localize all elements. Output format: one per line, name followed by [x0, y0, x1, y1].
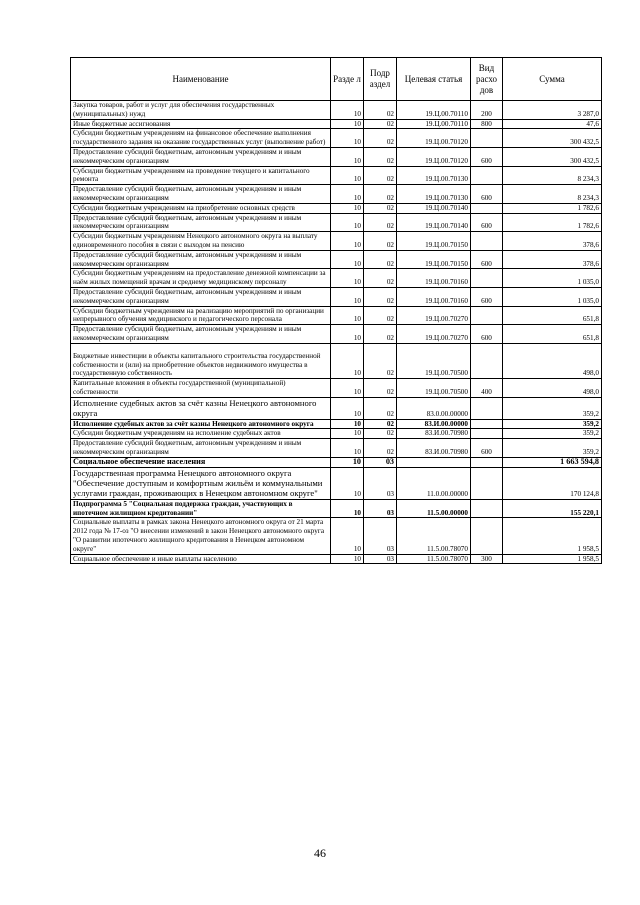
- cell-razdel: 10: [331, 306, 364, 325]
- cell-summa: 1 663 594,8: [503, 457, 602, 467]
- table-row: [71, 203, 602, 213]
- cell-name: Социальное обеспечение населения: [71, 457, 331, 467]
- table-row: [71, 499, 602, 518]
- cell-summa: 1 782,6: [503, 203, 602, 213]
- cell-podrazdel: 02: [364, 101, 397, 120]
- table-row: [71, 269, 602, 288]
- cell-podrazdel: 03: [364, 554, 397, 564]
- cell-tselevaya: 11.5.00.78070: [397, 554, 471, 564]
- cell-summa: 8 234,3: [503, 185, 602, 204]
- table-row: [71, 379, 602, 398]
- cell-name: Социальные выплаты в рамках закона Ненецкого автономного округа от 21 марта 2012 года № 17-оз "О внесении изменений в закон Ненецкого автономного округа "О развитии ипотечного жилищного кредитования в Ненецком автономном округе": [71, 518, 331, 554]
- document-page: [70, 57, 601, 564]
- cell-name: Предоставление субсидий бюджетным, автономным учреждениям и иным некоммерческим организациям: [71, 325, 331, 344]
- cell-name: Субсидии бюджетным учреждениям на реализацию мероприятий по организации непрерывного обучения медицинского и педагогического персонала: [71, 306, 331, 325]
- cell-vid: 200: [471, 101, 503, 120]
- cell-summa: 1 958,5: [503, 554, 602, 564]
- cell-name: Субсидии бюджетным учреждениям на проведение текущего и капитального ремонта: [71, 166, 331, 185]
- cell-podrazdel: 02: [364, 147, 397, 166]
- cell-tselevaya: 19.Ц.00.70130: [397, 185, 471, 204]
- cell-razdel: 10: [331, 269, 364, 288]
- cell-tselevaya: 19.Ц.00.70110: [397, 101, 471, 120]
- cell-tselevaya: 19.Ц.00.70270: [397, 325, 471, 344]
- table-row: [71, 287, 602, 306]
- table-row: [71, 343, 602, 378]
- cell-vid: [471, 518, 503, 554]
- cell-vid: 600: [471, 287, 503, 306]
- cell-razdel: 10: [331, 119, 364, 129]
- cell-podrazdel: 02: [364, 343, 397, 378]
- cell-tselevaya: 19.Ц.00.70500: [397, 379, 471, 398]
- cell-razdel: 10: [331, 325, 364, 344]
- cell-razdel: 10: [331, 419, 364, 429]
- table-row: [71, 397, 602, 419]
- cell-podrazdel: 02: [364, 232, 397, 251]
- cell-name: Подпрограмма 5 "Социальная поддержка граждан, участвующих в ипотечном жилищном кредитовании": [71, 499, 331, 518]
- table-row: [71, 185, 602, 204]
- cell-summa: 378,6: [503, 232, 602, 251]
- cell-razdel: 10: [331, 250, 364, 269]
- cell-summa: 359,2: [503, 397, 602, 419]
- cell-podrazdel: 02: [364, 166, 397, 185]
- cell-name: Субсидии бюджетным учреждениям Ненецкого автономного округа на выплату единовременного пособия в связи с выходом на пенсию: [71, 232, 331, 251]
- cell-summa: 300 432,5: [503, 129, 602, 148]
- table-header-row: [71, 58, 602, 101]
- cell-podrazdel: 02: [364, 287, 397, 306]
- table-row: [71, 325, 602, 344]
- cell-name: Исполнение судебных актов за счёт казны Ненецкого автономного округа: [71, 397, 331, 419]
- cell-vid: [471, 129, 503, 148]
- cell-razdel: 10: [331, 467, 364, 499]
- table-row: [71, 166, 602, 185]
- header-tselevaya: Целевая статья: [397, 58, 471, 101]
- cell-summa: 8 234,3: [503, 166, 602, 185]
- cell-razdel: 10: [331, 213, 364, 232]
- cell-summa: 1 035,0: [503, 269, 602, 288]
- cell-tselevaya: 19.Ц.00.70110: [397, 119, 471, 129]
- cell-tselevaya: 19.Ц.00.70140: [397, 213, 471, 232]
- cell-name: Капитальные вложения в объекты государственной (муниципальной) собственности: [71, 379, 331, 398]
- cell-razdel: 10: [331, 203, 364, 213]
- cell-vid: 600: [471, 325, 503, 344]
- cell-summa: 47,6: [503, 119, 602, 129]
- cell-razdel: 10: [331, 457, 364, 467]
- cell-name: Иные бюджетные ассигнования: [71, 119, 331, 129]
- header-podrazdel: Подр аздел: [364, 58, 397, 101]
- cell-summa: 1 958,5: [503, 518, 602, 554]
- cell-tselevaya: 83.И.00.70980: [397, 439, 471, 458]
- cell-tselevaya: 19.Ц.00.70120: [397, 129, 471, 148]
- cell-vid: [471, 306, 503, 325]
- table-row: [71, 419, 602, 429]
- cell-vid: 600: [471, 213, 503, 232]
- cell-podrazdel: 02: [364, 203, 397, 213]
- header-name: Наименование: [71, 58, 331, 101]
- cell-name: Бюджетные инвестиции в объекты капитального строительства государственной собственности и (или) на приобретение объектов недвижимого имущества в государственную собственность: [71, 343, 331, 378]
- cell-razdel: 10: [331, 147, 364, 166]
- cell-name: Исполнение судебных актов за счёт казны Ненецкого автономного округа: [71, 419, 331, 429]
- cell-name: Предоставление субсидий бюджетным, автономным учреждениям и иным некоммерческим организациям: [71, 287, 331, 306]
- cell-razdel: 10: [331, 166, 364, 185]
- cell-summa: 378,6: [503, 250, 602, 269]
- cell-name: Предоставление субсидий бюджетным, автономным учреждениям и иным некоммерческим организациям: [71, 439, 331, 458]
- table-row: [71, 129, 602, 148]
- cell-podrazdel: 02: [364, 397, 397, 419]
- cell-tselevaya: 19.Ц.00.70160: [397, 269, 471, 288]
- cell-vid: [471, 203, 503, 213]
- cell-razdel: 10: [331, 518, 364, 554]
- cell-podrazdel: 02: [364, 250, 397, 269]
- cell-name: Предоставление субсидий бюджетным, автономным учреждениям и иным некоммерческим организациям: [71, 185, 331, 204]
- cell-vid: 300: [471, 554, 503, 564]
- cell-tselevaya: 11.5.00.00000: [397, 499, 471, 518]
- cell-vid: 600: [471, 439, 503, 458]
- cell-summa: 300 432,5: [503, 147, 602, 166]
- cell-tselevaya: 83.0.00.00000: [397, 397, 471, 419]
- cell-name: Предоставление субсидий бюджетным, автономным учреждениям и иным некоммерческим организациям: [71, 250, 331, 269]
- cell-vid: 800: [471, 119, 503, 129]
- cell-name: Социальное обеспечение и иные выплаты населению: [71, 554, 331, 564]
- cell-razdel: 10: [331, 379, 364, 398]
- cell-podrazdel: 03: [364, 457, 397, 467]
- cell-razdel: 10: [331, 499, 364, 518]
- table-row: [71, 518, 602, 554]
- cell-vid: 400: [471, 379, 503, 398]
- table-row: [71, 439, 602, 458]
- cell-podrazdel: 03: [364, 499, 397, 518]
- header-summa: Сумма: [503, 58, 602, 101]
- cell-podrazdel: 02: [364, 119, 397, 129]
- cell-summa: 3 287,0: [503, 101, 602, 120]
- cell-razdel: 10: [331, 554, 364, 564]
- cell-summa: 651,8: [503, 325, 602, 344]
- cell-podrazdel: 02: [364, 269, 397, 288]
- cell-razdel: 10: [331, 429, 364, 439]
- cell-vid: [471, 429, 503, 439]
- table-row: [71, 147, 602, 166]
- header-razdel: Разде л: [331, 58, 364, 101]
- header-vid: Вид расхо дов: [471, 58, 503, 101]
- cell-summa: 1 035,0: [503, 287, 602, 306]
- cell-vid: 600: [471, 250, 503, 269]
- table-row: [71, 213, 602, 232]
- cell-razdel: 10: [331, 232, 364, 251]
- cell-vid: [471, 166, 503, 185]
- cell-summa: 359,2: [503, 439, 602, 458]
- cell-tselevaya: 19.Ц.00.70130: [397, 166, 471, 185]
- cell-razdel: 10: [331, 129, 364, 148]
- cell-vid: [471, 269, 503, 288]
- cell-tselevaya: 11.0.00.00000: [397, 467, 471, 499]
- cell-razdel: 10: [331, 287, 364, 306]
- cell-tselevaya: 19.Ц.00.70150: [397, 232, 471, 251]
- cell-tselevaya: 19.Ц.00.70120: [397, 147, 471, 166]
- table-row: [71, 232, 602, 251]
- cell-podrazdel: 03: [364, 467, 397, 499]
- cell-tselevaya: 19.Ц.00.70140: [397, 203, 471, 213]
- cell-name: Предоставление субсидий бюджетным, автономным учреждениям и иным некоммерческим организациям: [71, 213, 331, 232]
- cell-podrazdel: 02: [364, 429, 397, 439]
- cell-razdel: 10: [331, 101, 364, 120]
- cell-tselevaya: 19.Ц.00.70160: [397, 287, 471, 306]
- cell-tselevaya: 19.Ц.00.70150: [397, 250, 471, 269]
- cell-vid: 600: [471, 185, 503, 204]
- cell-name: Закупка товаров, работ и услуг для обеспечения государственных (муниципальных) нужд: [71, 101, 331, 120]
- cell-podrazdel: 02: [364, 379, 397, 398]
- cell-summa: 155 220,1: [503, 499, 602, 518]
- cell-tselevaya: 83.И.00.00000: [397, 419, 471, 429]
- cell-name: Предоставление субсидий бюджетным, автономным учреждениям и иным некоммерческим организациям: [71, 147, 331, 166]
- cell-vid: [471, 457, 503, 467]
- cell-tselevaya: [397, 457, 471, 467]
- cell-summa: 1 782,6: [503, 213, 602, 232]
- cell-vid: [471, 499, 503, 518]
- cell-tselevaya: 19.Ц.00.70270: [397, 306, 471, 325]
- cell-name: Субсидии бюджетным учреждениям на предоставление денежной компенсации за наём жилых помещений врачам и среднему медицинскому персоналу: [71, 269, 331, 288]
- cell-tselevaya: 19.Ц.00.70500: [397, 343, 471, 378]
- table-row: [71, 467, 602, 499]
- cell-summa: 651,8: [503, 306, 602, 325]
- cell-vid: [471, 343, 503, 378]
- cell-razdel: 10: [331, 343, 364, 378]
- cell-razdel: 10: [331, 397, 364, 419]
- cell-name: Государственная программа Ненецкого автономного округа "Обеспечение доступным и комфортным жильём и коммунальными услугами граждан, проживающих в Ненецком автономном округе": [71, 467, 331, 499]
- table-row: [71, 119, 602, 129]
- table-row: [71, 554, 602, 564]
- cell-vid: 600: [471, 147, 503, 166]
- table-row: [71, 306, 602, 325]
- cell-summa: 498,0: [503, 379, 602, 398]
- table-body: [71, 101, 602, 564]
- cell-razdel: 10: [331, 439, 364, 458]
- cell-tselevaya: 11.5.00.78070: [397, 518, 471, 554]
- cell-podrazdel: 02: [364, 325, 397, 344]
- cell-podrazdel: 02: [364, 439, 397, 458]
- cell-vid: [471, 397, 503, 419]
- cell-podrazdel: 03: [364, 518, 397, 554]
- cell-vid: [471, 467, 503, 499]
- cell-summa: 170 124,8: [503, 467, 602, 499]
- cell-summa: 359,2: [503, 419, 602, 429]
- budget-table: [70, 57, 602, 564]
- cell-razdel: 10: [331, 185, 364, 204]
- table-row: [71, 457, 602, 467]
- cell-podrazdel: 02: [364, 185, 397, 204]
- cell-podrazdel: 02: [364, 129, 397, 148]
- table-row: [71, 250, 602, 269]
- table-row: [71, 429, 602, 439]
- cell-summa: 498,0: [503, 343, 602, 378]
- table-row: [71, 101, 602, 120]
- cell-podrazdel: 02: [364, 213, 397, 232]
- cell-vid: [471, 232, 503, 251]
- cell-summa: 359,2: [503, 429, 602, 439]
- cell-podrazdel: 02: [364, 419, 397, 429]
- cell-podrazdel: 02: [364, 306, 397, 325]
- cell-vid: [471, 419, 503, 429]
- cell-name: Субсидии бюджетным учреждениям на приобретение основных средств: [71, 203, 331, 213]
- cell-tselevaya: 83.И.00.70980: [397, 429, 471, 439]
- page-number: 46: [314, 846, 326, 860]
- cell-name: Субсидии бюджетным учреждениям на финансовое обеспечение выполнения государственного задания на оказание государственных услуг (выполнение работ): [71, 129, 331, 148]
- cell-name: Субсидии бюджетным учреждениям на исполнение судебных актов: [71, 429, 331, 439]
